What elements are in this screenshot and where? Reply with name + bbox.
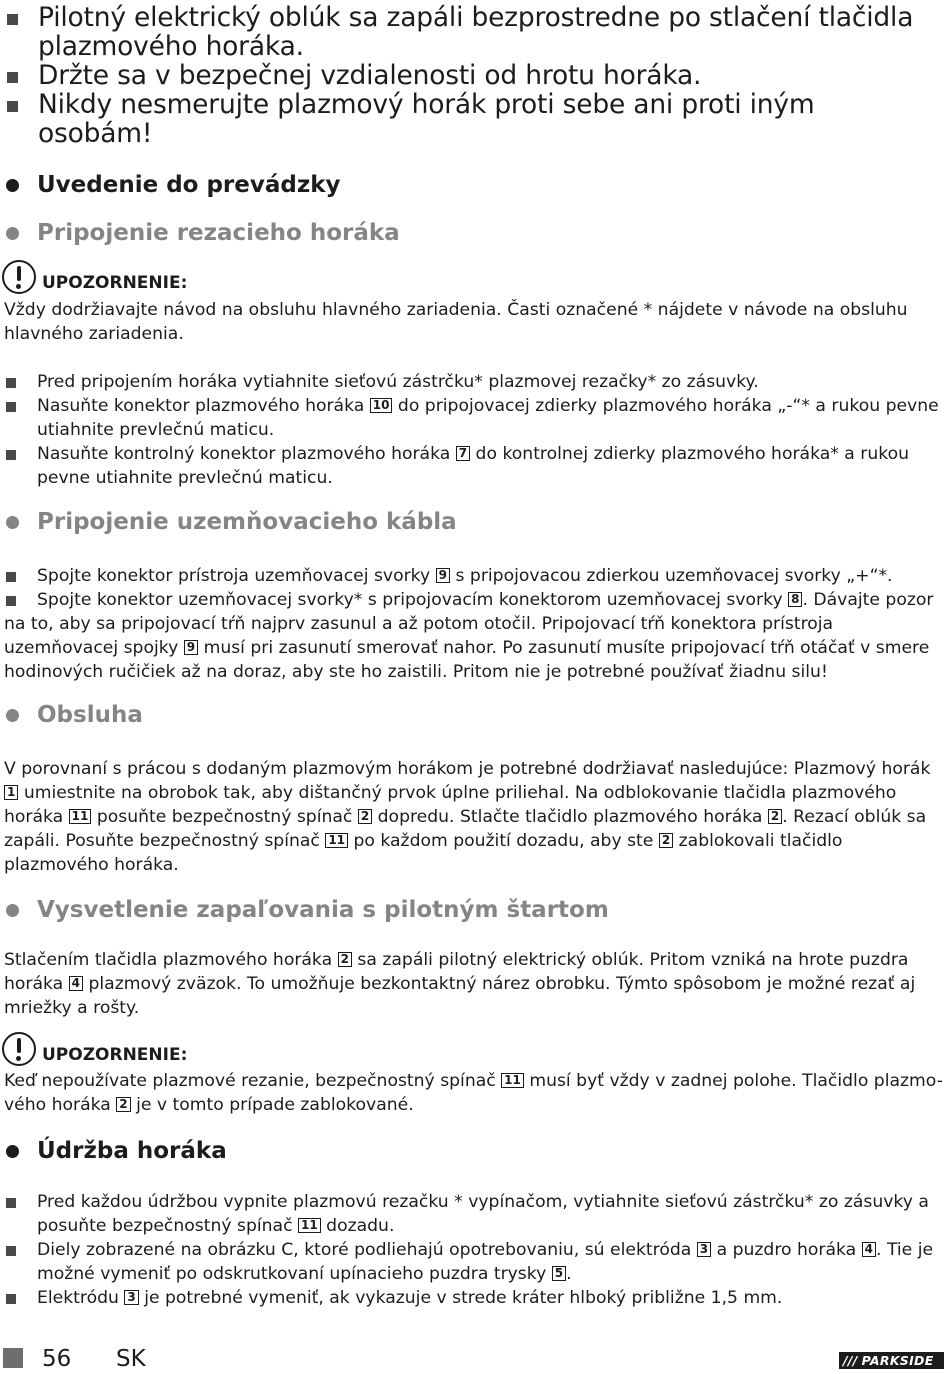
list-item: Spojte konektor uzemňovacej svorky* s pripojovacím konektorom uzemňovacej svorky 8 . Dávajte pozor na to, aby sa pripojovací tŕň najprv zasunul a až potom otočil. Pripojovací tŕň konektora prístroja uzemňovacej spojky 9 musí pri zasunutí smerovať nahor. Po zasunutí musíte pripojovací tŕň otáčať v smere hodinových ručičiek až na doraz, aby ste ho zaistili. Pritom nie je potrebné používať žiadnu silu! — [4, 590, 934, 682]
square-bullet-icon — [6, 572, 16, 582]
reference-number: 9 — [184, 640, 198, 655]
reference-number: 2 — [659, 833, 673, 848]
reference-number: 2 — [116, 1097, 130, 1112]
round-bullet-icon — [6, 904, 19, 917]
exclamation-circle-icon — [2, 260, 36, 294]
exclamation-circle-icon — [2, 1032, 36, 1066]
list-item: Diely zobrazené na obrázku C, ktoré podliehajú opotrebovaniu, sú elektróda 3 a puzdro horáka 4 . Tie je možné vymeniť po odskrutkovaní upínacieho puzdra trysky 5 . — [4, 1238, 944, 1286]
pilot-paragraph: Stlačením tlačidla plazmového horáka 2 sa zapáli pilotný elektrický oblúk. Pritom vzniká na hrote puzdra horáka 4 plazmový zväzok. To umožňuje bezkontaktný nárez obrobku. Týmto spôsobom je možné rezať aj mriežky a rošty. — [4, 950, 916, 1018]
square-bullet-icon — [6, 450, 16, 460]
intro-bullet: Pilotný elektrický oblúk sa zapáli bezprostredne po stlačení tlačidla plazmového horáka. — [4, 3, 934, 61]
reference-number: 2 — [338, 952, 352, 967]
reference-number: 3 — [697, 1242, 711, 1257]
round-bullet-icon — [6, 179, 19, 192]
round-bullet-icon — [6, 1145, 19, 1158]
list-item: Elektródu 3 je potrebné vymeniť, ak vykazuje v strede kráter hlboký približne 1,5 mm. — [4, 1286, 944, 1310]
reference-number: 11 — [298, 1218, 321, 1233]
square-bullet-icon — [6, 378, 16, 388]
heading-operation: Obsluha — [4, 701, 143, 729]
language-code: SK — [116, 1346, 146, 1372]
warning-text: Keď nepoužívate plazmové rezanie, bezpečnostný spínač 11 musí byť vždy v zadnej polohe. Tlačidlo plazmo-vého horáka 2 je v tomto prípade zablokované. — [4, 1071, 943, 1115]
page-number: 56 — [42, 1346, 72, 1372]
reference-number: 2 — [358, 809, 372, 824]
reference-number: 11 — [69, 809, 92, 824]
square-bullet-icon — [7, 14, 18, 25]
square-bullet-icon — [7, 101, 18, 112]
reference-number: 11 — [325, 833, 348, 848]
list-item: Nasuňte konektor plazmového horáka 10 do pripojovacej zdierky plazmového horáka „-“* a rukou pevne utiahnite prevlečnú maticu. — [4, 394, 944, 442]
operation-paragraph: V porovnaní s prácou s dodaným plazmovým horákom je potrebné dodržiavať nasledujúce: Plazmový horák 1 umiestnite na obrobok tak, aby dištančný prvok úplne priliehal. Na odblokovanie tlačidla plazmového horáka 11 posuňte bezpečnostný spínač 2 dopredu. Stlačte tlačidlo plazmového horáka 2 . Rezací oblúk sa zapáli. Posuňte bezpečnostný spínač 11 po každom použití dozadu, aby ste 2 zablokovali tlačidlo plazmového horáka. — [4, 759, 931, 875]
reference-number: 11 — [501, 1073, 524, 1088]
square-bullet-icon — [6, 596, 16, 606]
reference-number: 4 — [862, 1242, 876, 1257]
intro-bullet-list — [4, 3, 934, 148]
intro-bullet: Nikdy nesmerujte plazmový horák proti sebe ani proti iným osobám! — [4, 90, 934, 148]
reference-number: 1 — [4, 785, 18, 800]
round-bullet-icon — [6, 516, 19, 529]
ground-connection-list — [4, 564, 944, 684]
heading-maintenance: Údržba horáka — [4, 1137, 227, 1165]
reference-number: 9 — [436, 568, 450, 583]
list-item: Pred každou údržbou vypnite plazmovú rezačku * vypínačom, vytiahnite sieťovú zástrčku* zo zásuvky a posuňte bezpečnostný spínač 11 dozadu. — [4, 1190, 944, 1238]
heading-torch-connection: Pripojenie rezacieho horáka — [4, 219, 400, 247]
reference-number: 3 — [124, 1290, 138, 1305]
list-item: Nasuňte kontrolný konektor plazmového horáka 7 do kontrolnej zdierky plazmového horáka* a rukou pevne utiahnite prevlečnú maticu. — [4, 442, 944, 490]
warning-text: Vždy dodržiavajte návod na obsluhu hlavného zariadenia. Časti označené * nájdete v návode na obsluhu hlavného zariadenia. — [4, 300, 908, 344]
torch-connection-list — [4, 370, 944, 490]
square-bullet-icon — [6, 1198, 16, 1208]
list-item: Pred pripojením horáka vytiahnite sieťovú zástrčku* plazmovej rezačky* zo zásuvky. — [4, 370, 944, 394]
square-bullet-icon — [6, 402, 16, 412]
reference-number: 10 — [370, 398, 393, 413]
heading-ground-connection: Pripojenie uzemňovacieho kábla — [4, 508, 457, 536]
intro-bullet: Držte sa v bezpečnej vzdialenosti od hrotu horáka. — [4, 61, 934, 90]
square-bullet-icon — [7, 72, 18, 83]
round-bullet-icon — [6, 709, 19, 722]
reference-number: 4 — [69, 976, 83, 991]
reference-number: 7 — [456, 446, 470, 461]
round-bullet-icon — [6, 227, 19, 240]
footer-square-icon — [3, 1348, 23, 1368]
warning-title: UPOZORNENIE: — [2, 258, 187, 294]
heading-commissioning: Uvedenie do prevádzky — [4, 171, 341, 199]
warning-title: UPOZORNENIE: — [2, 1030, 187, 1066]
reference-number: 2 — [768, 809, 782, 824]
reference-number: 5 — [552, 1266, 566, 1281]
parkside-logo: /// PARKSIDE — [839, 1352, 944, 1369]
square-bullet-icon — [6, 1294, 16, 1304]
list-item: Spojte konektor prístroja uzemňovacej svorky 9 s pripojovacou zdierkou uzemňovacej svorky „+“*. — [4, 564, 944, 588]
reference-number: 8 — [788, 592, 802, 607]
square-bullet-icon — [6, 1246, 16, 1256]
maintenance-list — [4, 1190, 944, 1310]
heading-pilot-explanation: Vysvetlenie zapaľovania s pilotným štartom — [4, 896, 609, 924]
